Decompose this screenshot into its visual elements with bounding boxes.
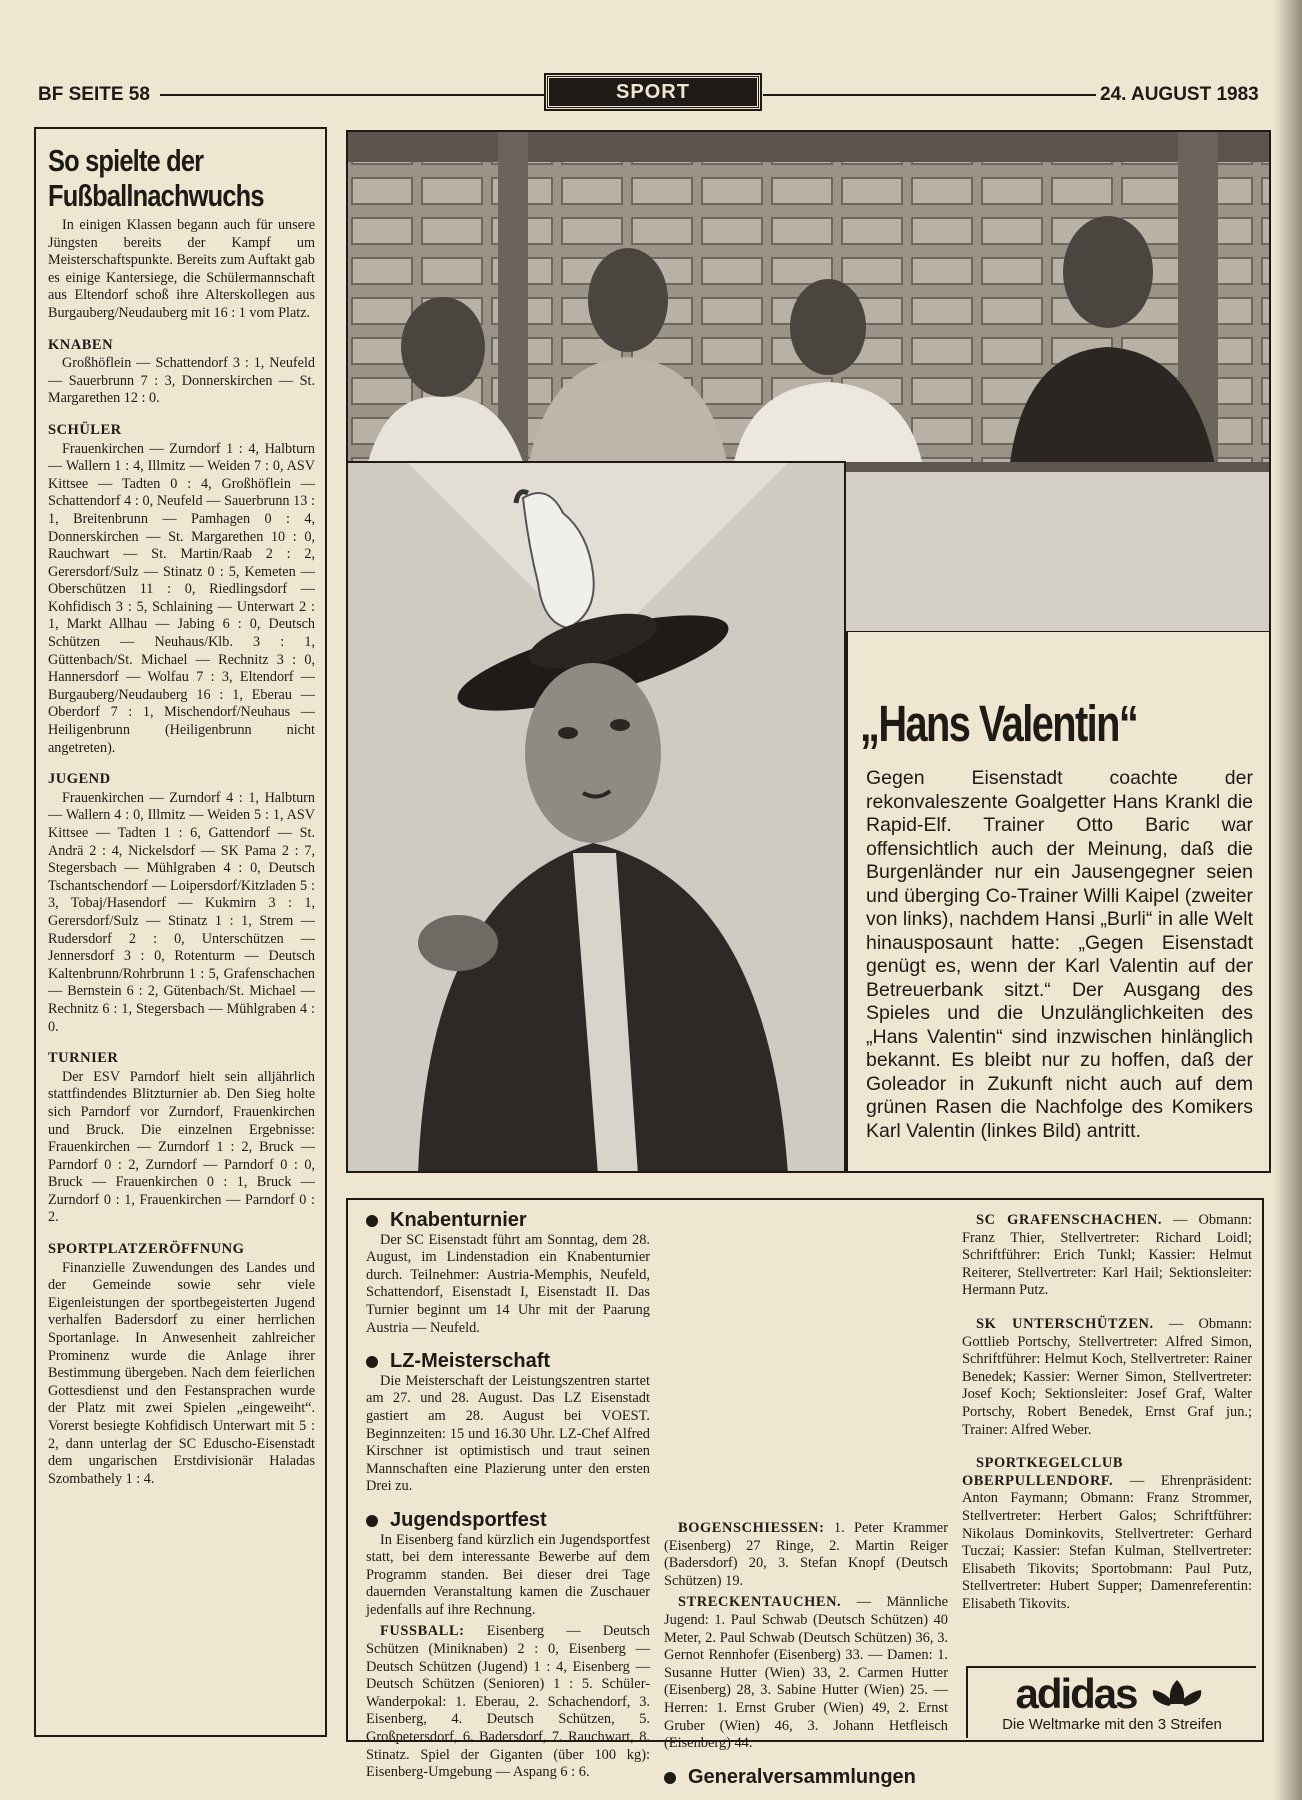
page-number: BF SEITE 58: [38, 84, 150, 105]
bullet-icon: [366, 1356, 378, 1368]
unter-body: — Obmann: Gottlieb Portschy, Stellvertreter: Alfred Simon, Schriftführer: Helmut Koch, Stellvertreter: Rainer Benedek; Kassier: Werner Simon, Stellvertreter: Josef Koch; Sektionsleiter: Josef Graf, Walter Portschy, Robert Benedek, Ernst Graf jun.; Trainer: Alfred Weber.: [962, 1315, 1253, 1438]
section-label-text: SPORT: [616, 80, 690, 103]
bullet-icon: [366, 1215, 378, 1227]
grafen-text: [962, 1212, 1252, 1300]
adidas-claim: Die Weltmarke mit den 3 Streifen: [1002, 1715, 1222, 1733]
schueler-results: Frauenkirchen — Zurndorf 1 : 4, Halbturn — Wallern 1 : 4, Illmitz — Weiden 7 : 0, ASV Kittsee — Tadten 0 : 4, Großhöflein — Schattendorf 4 : 0, Neufeld — Sauerbrunn 13 : 1, Breitenbrunn — Pamhagen 0 : 4, Donnerskirchen — St. Margarethen 10 : 0, Rauchwart — St. Martin/Raab 2 : 2, Gerersdorf/Sulz — Stinatz 0 : 5, Kemeten — Oberschützen 11 : 0, Riedlingsdorf — Kohfidisch 3 : 5, Schlaining — Unterwart 2 : 1, Markt Allhau — Jabing 6 : 0, Deutsch Schützen — Neuhaus/Klb. 3 : 1, Güttenbach/St. Michael — Rechnitz 3 : 0, Hannersdorf — Wolfau 7 : 3, Eltendorf — Burgauberg/Neudauberg 16 : 1, Eberau — Oberdorf 7 : 1, Mischendorf/Neuhaus — Heiligenbrunn (Heiligenbrunn nicht angetreten).: [48, 440, 315, 756]
karl-valentin-photo: [346, 461, 846, 1173]
knabenturnier-heading: [366, 1209, 650, 1231]
grafen-label: SC GRAFENSCHACHEN.: [976, 1212, 1163, 1228]
strecken-results: [664, 1594, 948, 1752]
gv-heading: [664, 1765, 948, 1788]
header-rule-right: [763, 94, 1096, 96]
kegel-label: SPORTKEGELCLUB OBERPULLENDORF.: [962, 1455, 1124, 1489]
headline-line-2: Fußballnachwuchs: [48, 178, 264, 213]
bogen-text: 1. Peter Krammer (Eisenberg) 27 Ringe, 2. Martin Reiger (Badersdorf) 20, 3. Stefan Knopf (Deutsch Schützen) 19.: [664, 1520, 948, 1589]
schueler-heading: SCHÜLER: [48, 421, 122, 438]
fussball-text: Eisenberg — Deutsch Schützen (Miniknaben) 2 : 0, Eisenberg — Deutsch Schützen (Jugend) 1 : 4, Eisenberg — Deutsch Schützen (Senioren) 1 : 5. Schüler-Wanderpokal: 1. Eberau, 2. Schachendorf, 3. Eisenberg, 4. Deutsch Schützen, 5. Großpetersdorf, 6. Badersdorf, 7. Rauchwart, 8. Stinatz. Spiel der Giganten (über 100 kg): Eisenberg-Umgebung — Aspang 6 : 6.: [366, 1623, 650, 1781]
turnier-text: Der ESV Parndorf hielt sein alljährlich stattfindendes Blitzturnier ab. Den Sieg holte sich Parndorf vor Zurndorf, Frauenkirchen und Bruck. Die einzelnen Ergebnisse: Frauenkirchen — Zurndorf 1 : 2, Bruck — Parndorf 0 : 2, Zurndorf — Parndorf 0 : 0, Bruck — Frauenkirchen 0 : 1, Bruck — Zurndorf 0 : 1, Frauenkirchen — Parndorf 0 : 2.: [48, 1068, 315, 1226]
strecken-label: STRECKENTAUCHEN.: [678, 1594, 842, 1611]
adidas-ad: [966, 1666, 1256, 1738]
issue-date: 24. AUGUST 1983: [1100, 84, 1259, 105]
bullet-icon: [366, 1515, 378, 1527]
adidas-logo: [1015, 1669, 1208, 1717]
jugendsportfest-title: Jugendsportfest: [390, 1508, 547, 1531]
jugendsportfest-heading: [366, 1508, 650, 1531]
fussball-results: [366, 1623, 650, 1781]
header-rule-left: [160, 94, 545, 96]
news-column-2: [664, 1520, 948, 1788]
sportplatz-text: Finanzielle Zuwendungen des Landes und der Gemeinde sowie sehr viele Eigenleistungen der sportbegeisterten Jugend verhalfen Badersdorf zu einer herrlichen Sportanlage. In Anwesenheit zahlreicher Prominenz wurde die Anlage ihrer Bestimmung übergeben. Nach dem feierlichen Gottesdienst und den Festansprachen wurde der Platz mit zwei Spielen „eingeweiht“. Vorerst besiegte Kohfidisch Unterwart mit 5 : 2, dann unterlag der SC Eduscho-Eisenstadt dem ungarischen Erstdivisionär Haladas Szombathely 1 : 4.: [48, 1259, 315, 1487]
page-edge-shadow: [1274, 0, 1302, 1800]
grafen-body: — Obmann: Franz Thier, Stellvertreter: Richard Loidl; Schriftführer: Erich Tunkl; Kassier: Helmut Reiterer, Stellvertreter: Karl Hail; Sektionsleiter: Hermann Putz.: [962, 1212, 1252, 1299]
short-news-box: [346, 1198, 1264, 1788]
hans-valentin-article: [846, 632, 1271, 1173]
jugendsportfest-text: In Eisenberg fand kürzlich ein Jugendsportfest statt, bei dem interessante Bewerbe auf dem Programm standen. Bei dieser drei Tage dauernden Veranstaltung kamen die Zuschauer jedenfalls auf ihre Rechnung.: [366, 1531, 650, 1618]
article-headline: [48, 143, 319, 213]
gv-title: Generalversammlungen: [688, 1765, 916, 1788]
kegel-body: — Ehrenpräsident: Anton Faymann; Obmann: Franz Strommer, Stellvertreter: Herbert Galos; Schriftführer: Nikolaus Dominkovits, Stellvertreter: Gerhard Tuczai; Kassier: Stefan Kulman, Stellvertreter: Elisabeth Tikovits; Sportobmann: Paul Putz, Stellvertreter: Hubert Supper; Damenreferentin: Elisabeth Tikovits.: [962, 1472, 1252, 1612]
bogen-results: [664, 1520, 948, 1590]
kegel-text: [962, 1455, 1252, 1613]
news-column-3: [962, 1212, 1252, 1617]
adidas-wordmark: adidas: [1015, 1669, 1137, 1717]
news-column-1: [366, 1209, 650, 1786]
unter-label: SK UNTERSCHÜTZEN.: [976, 1315, 1154, 1332]
youth-football-article: [34, 127, 327, 1737]
article-title: „Hans Valentin“: [860, 695, 1138, 752]
headline-line-1: So spielte der: [48, 143, 204, 178]
article-intro: In einigen Klassen begann auch für unsere Jüngsten bereits der Kampf um Meisterschaftspunkte. Bereits zum Auftakt gab es einige Kantersiege, die Schülermannschaft aus Eltendorf schoß ihre Alterskollegen aus Burgauberg/Neudauberg mit 16 : 1 vom Platz.: [48, 217, 315, 321]
lz-text: Die Meisterschaft der Leistungszentren startet am 27. und 28. August. Das LZ Eisenstadt gastiert am 28. August bei VOEST. Beginnzeiten: 15 und 16.30 Uhr. LZ-Chef Alfred Kirschner ist optimistisch und traut seinen Mannschaften eine Plazierung unter den ersten Drei zu.: [366, 1372, 650, 1495]
trefoil-icon: [1145, 1676, 1209, 1712]
knabenturnier-title: Knabenturnier: [390, 1209, 527, 1231]
fussball-label: FUSSBALL:: [380, 1623, 465, 1640]
lz-title: LZ-Meisterschaft: [390, 1350, 551, 1373]
jugend-heading: JUGEND: [48, 771, 111, 788]
knaben-results: Großhöflein — Schattendorf 3 : 1, Neufeld — Sauerbrunn 7 : 3, Donnerskirchen — St. Margarethen 12 : 0.: [48, 355, 315, 407]
turnier-heading: TURNIER: [48, 1050, 119, 1067]
knaben-heading: KNABEN: [48, 336, 114, 353]
bullet-icon: [664, 1772, 676, 1784]
section-label: [546, 75, 760, 109]
bogen-label: BOGENSCHIESSEN:: [678, 1520, 825, 1536]
strecken-text: — Männliche Jugend: 1. Paul Schwab (Deutsch Schützen) 40 Meter, 2. Paul Schwab (Deutsch Schützen) 36, 3. Gernot Rennhofer (Eisenberg) 33. — Damen: 1. Susanne Hutter (Wien) 33, 2. Carmen Hutter (Eisenberg) 28, 3. Sabine Hutter (Wien) 25. — Herren: 1. Ernst Gruber (Wien) 49, 2. Ernst Gruber (Wien) 46, 3. Johann Hetfleisch (Eisenberg) 44.: [664, 1594, 948, 1752]
article-body: Gegen Eisenstadt coachte der rekonvaleszente Goalgetter Hans Krankl die Rapid-Elf. Trainer Otto Baric war offensichtlich auch der Meinung, daß die Burgenländer nur ein Jausengegner seien und überging Co-Trainer Willi Kaipel (zweiter von links), nachdem Hansi „Burli“ in alle Welt hinausposaunt hatte: „Gegen Eisenstadt genügt es, wenn der Karl Valentin auf der Betreuerbank sitzt.“ Der Ausgang des Spieles und die Unzulänglichkeiten des „Hans Valentin“ sind inzwischen hinlänglich bekannt. Es bleibt nur zu hoffen, daß der Goleador in Zukunft nicht auch auf dem grünen Rasen die Nachfolge des Komikers Karl Valentin (linkes Bild) antritt.: [866, 767, 1253, 1142]
sportplatz-heading: SPORTPLATZERÖFFNUNG: [48, 1241, 245, 1258]
knabenturnier-text: Der SC Eisenstadt führt am Sonntag, dem 28. August, im Lindenstadion ein Knabenturnier durch. Teilnehmer: Austria-Memphis, Neufeld, Schattendorf, Eisenstadt I, Eisenstadt II. Das Turnier beginnt um 14 Uhr mit der Paarung Austria — Neufeld.: [366, 1231, 650, 1336]
lz-heading: [366, 1350, 650, 1373]
jugend-results: Frauenkirchen — Zurndorf 4 : 1, Halbturn — Wallern 4 : 0, Illmitz — Weiden 5 : 1, ASV Kittsee — Tadten 1 : 6, Gattendorf — St. Andrä 2 : 4, Nickelsdorf — SK Pama 2 : 7, Stegersbach — Mühlgraben 4 : 0, Deutsch Tschantschendorf — Loipersdorf/Kitzladen 5 : 3, Tobaj/Hasendorf — Kukmirn 3 : 1, Gerersdorf/Sulz — Stinatz 1 : 1, Strem — Rudersdorf 2 : 0, Unterschützen — Jennersdorf 3 : 0, Rotenturm — Deutsch Kaltenbrunn/Rohrbrunn 1 : 5, Grafenschachen — Bernstein 6 : 2, Gütenbach/St. Michael — Rechnitz 6 : 1, Stegersbach — Mühlgraben 4 : 0.: [48, 789, 315, 1035]
unter-text: [962, 1316, 1252, 1439]
